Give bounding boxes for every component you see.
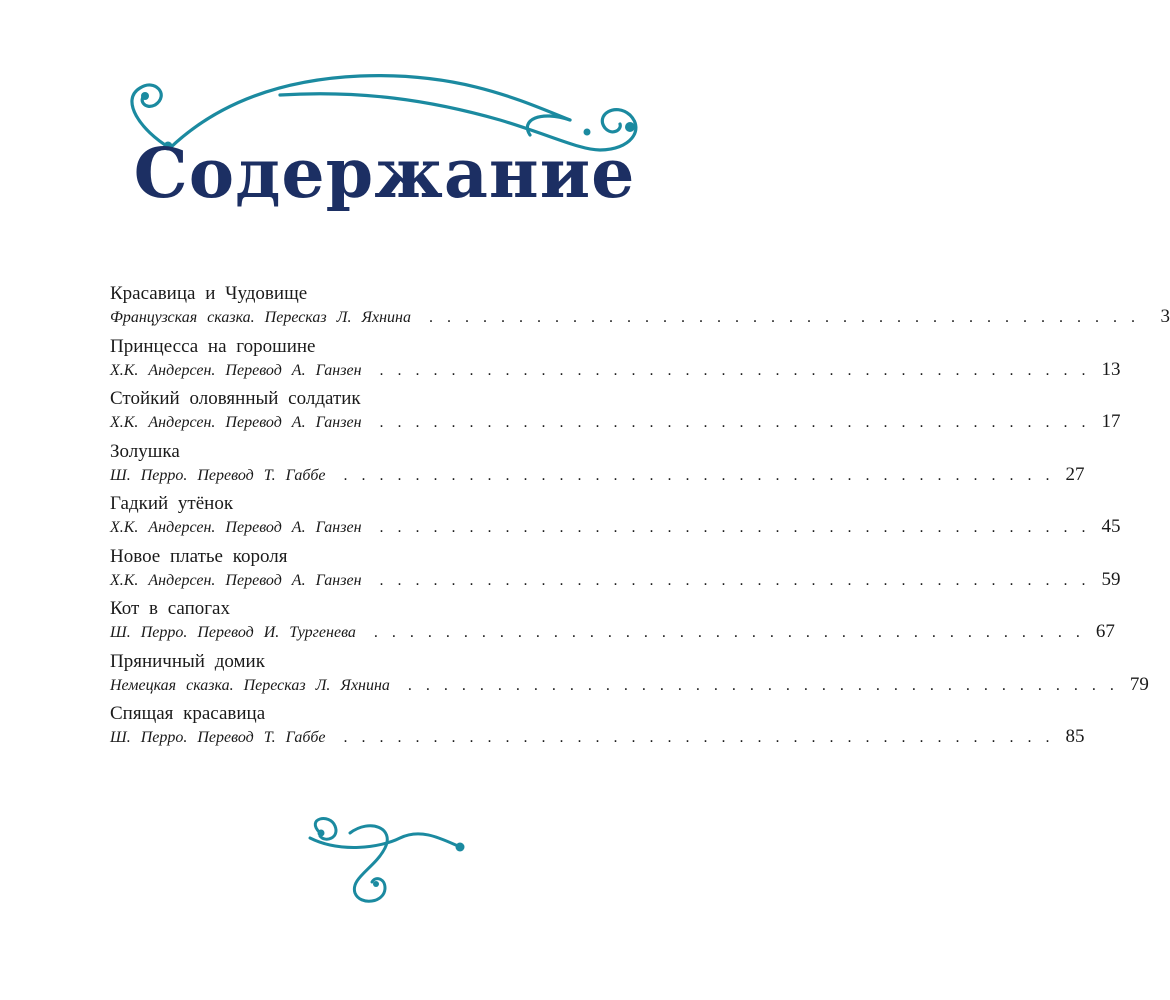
entry-title: Кот в сапогах: [110, 598, 230, 619]
entry-line: [110, 516, 1121, 539]
entry-page-number: 27: [1065, 463, 1085, 485]
entry-credit: Французская сказка. Пересказ Л. Яхнина: [110, 309, 411, 326]
entry-credit: Немецкая сказка. Пересказ Л. Яхнина: [110, 676, 390, 694]
entry-credit: Х.К. Андерсен. Перевод А. Ганзен: [110, 519, 362, 536]
entry-page-number: 67: [1095, 621, 1115, 642]
dot-leader: . . . . . . . . . . . . . . . . . . . . . . . . . . . . . . . . . . . . . . . .: [373, 624, 1085, 641]
entry-title: Золушка: [110, 440, 180, 462]
entry-page-number: 79: [1129, 673, 1149, 695]
entry-page-number: 13: [1101, 358, 1121, 380]
entry-credit: Х.К. Андерсен. Перевод А. Ганзен: [110, 414, 362, 431]
entry-page-number: 3: [1160, 306, 1170, 327]
toc-entry: [110, 335, 1121, 388]
toc-entry: [110, 282, 1170, 335]
dot-leader: . . . . . . . . . . . . . . . . . . . . . . . . . . . . . . . . . . . . . . . .: [428, 309, 1140, 326]
toc-entry: [110, 440, 1085, 493]
toc-entry: [110, 492, 1121, 545]
entry-line: [110, 726, 1085, 749]
entry-credit: Ш. Перро. Перевод Т. Габбе: [110, 729, 326, 746]
entry-page-number: 59: [1101, 568, 1121, 590]
entry-credit: Ш. Перро. Перевод И. Тургенева: [110, 624, 356, 641]
page-title: Содержание: [133, 134, 636, 214]
toc-entry: [110, 387, 1121, 440]
entry-title: Гадкий утёнок: [110, 493, 234, 514]
entry-title: Принцесса на горошине: [110, 335, 316, 357]
entry-credit: Х.К. Андерсен. Перевод А. Ганзен: [110, 571, 362, 589]
toc-entry: [110, 545, 1121, 598]
bottom-flourish-ornament: [290, 808, 480, 908]
entry-title: Спящая красавица: [110, 703, 266, 724]
entry-page-number: 45: [1101, 516, 1121, 537]
dot-leader: . . . . . . . . . . . . . . . . . . . . . . . . . . . . . . . . . . . . . . . .: [379, 414, 1091, 431]
toc-entry: [110, 597, 1115, 650]
dot-leader: . . . . . . . . . . . . . . . . . . . . . . . . . . . . . . . . . . . . . . . .: [379, 519, 1091, 536]
entry-line: [110, 673, 1149, 697]
entry-title: Красавица и Чудовище: [110, 283, 308, 304]
entry-line: [110, 358, 1121, 382]
entry-line: [110, 306, 1170, 329]
toc-entry: [110, 650, 1149, 703]
dot-leader: . . . . . . . . . . . . . . . . . . . . . . . . . . . . . . . . . . . . . . . .: [379, 361, 1091, 379]
entry-credit: Ш. Перро. Перевод Т. Габбе: [110, 466, 326, 484]
entry-page-number: 17: [1101, 411, 1121, 432]
entry-title: Новое платье короля: [110, 545, 288, 567]
entry-title: Пряничный домик: [110, 650, 265, 672]
dot-leader: . . . . . . . . . . . . . . . . . . . . . . . . . . . . . . . . . . . . . . . .: [343, 729, 1055, 746]
dot-leader: . . . . . . . . . . . . . . . . . . . . . . . . . . . . . . . . . . . . . . . .: [407, 676, 1119, 694]
entry-line: [110, 621, 1115, 644]
entry-line: [110, 568, 1121, 592]
entry-page-number: 85: [1065, 726, 1085, 747]
entry-line: [110, 411, 1121, 434]
dot-leader: . . . . . . . . . . . . . . . . . . . . . . . . . . . . . . . . . . . . . . . .: [343, 466, 1055, 484]
dot-leader: . . . . . . . . . . . . . . . . . . . . . . . . . . . . . . . . . . . . . . . .: [379, 571, 1091, 589]
entry-title: Стойкий оловянный солдатик: [110, 388, 361, 409]
toc-entry: [110, 702, 1085, 755]
table-of-contents: [110, 282, 1170, 755]
entry-credit: Х.К. Андерсен. Перевод А. Ганзен: [110, 361, 362, 379]
entry-line: [110, 463, 1085, 487]
